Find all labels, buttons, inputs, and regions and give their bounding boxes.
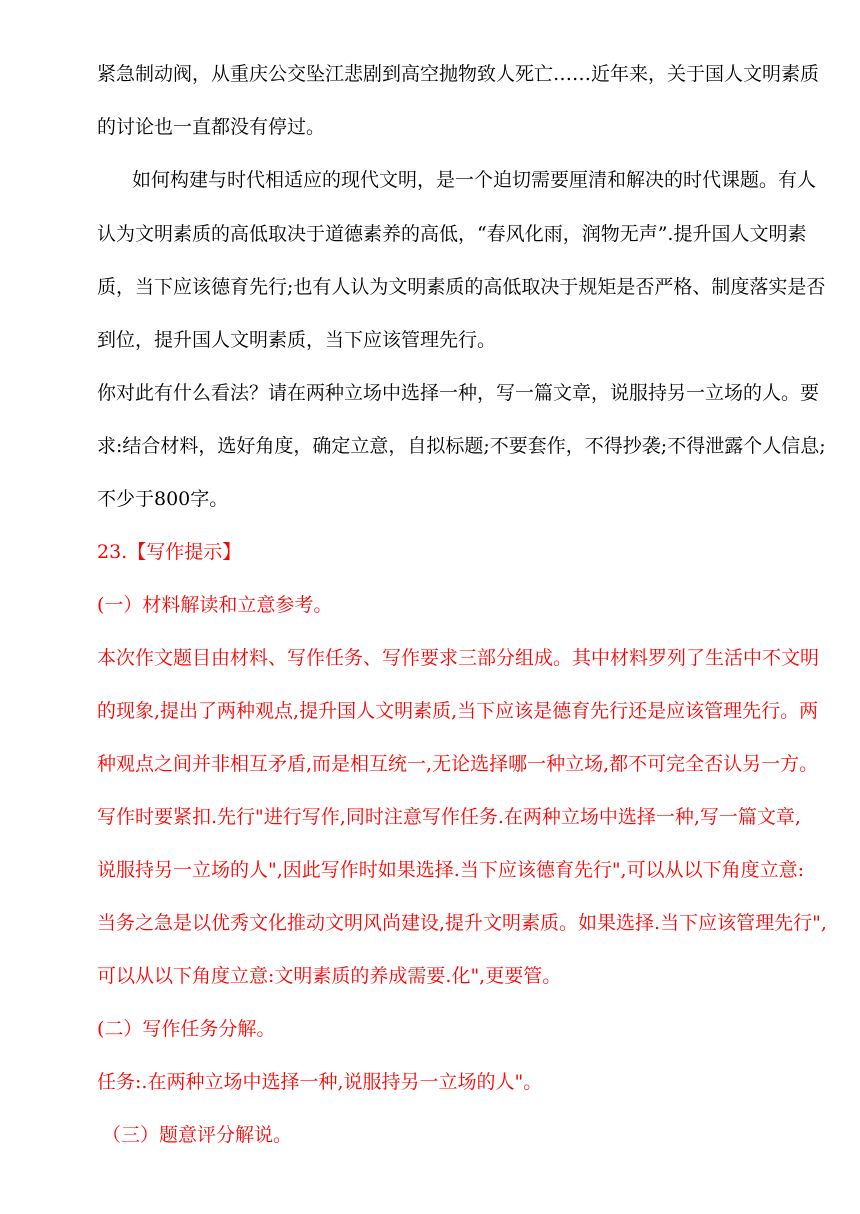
section1-line-5: 说服持另一立场的人",因此写作时如果选择.当下应该德育先行",可以从以下角度立意: (97, 859, 805, 881)
section1-line-2: 的现象,提出了两种观点,提升国人文明素质,当下应该是德育先行还是应该管理先行。两 (97, 700, 819, 722)
material-p2-line-4: 到位，提升国人文明素质，当下应该管理先行。 (97, 329, 497, 351)
hint-heading: 23.【写作提示】 (97, 541, 242, 563)
writing-task-line-1: 你对此有什么看法？请在两种立场中选择一种，写一篇文章，说服持另一立场的人。要 (97, 382, 820, 404)
material-p1-line-1: 紧急制动阀，从重庆公交坠江悲剧到高空抛物致人死亡……近年来，关于国人文明素质 (97, 63, 820, 85)
section2-title: (二）写作任务分解。 (97, 1018, 276, 1040)
section1-line-3: 种观点之间并非相互矛盾,而是相互统一,无论选择哪一种立场,都不可完全否认另一方。 (97, 753, 819, 775)
writing-task-line-2: 求:结合材料，选好角度，确定立意，自拟标题;不要套作，不得抄袭;不得泄露个人信息; (97, 435, 826, 457)
material-p2-line-2: 认为文明素质的高低取决于道德素养的高低，“春风化雨，润物无声”.提升国人文明素 (97, 223, 807, 245)
material-p2-line-3: 质，当下应该德育先行;也有人认为文明素质的高低取决于规矩是否严格、制度落实是否 (97, 276, 826, 298)
section1-line-1: 本次作文题目由材料、写作任务、写作要求三部分组成。其中材料罗列了生活中不文明 (97, 647, 820, 669)
section1-title: (一）材料解读和立意参考。 (97, 594, 333, 616)
section1-line-4: 写作时要紧扣.先行"进行写作,同时注意写作任务.在两种立场中选择一种,写一篇文章, (97, 806, 801, 828)
material-p2-line-1: 如何构建与时代相适应的现代文明，是一个迫切需要厘清和解决的时代课题。有人 (132, 169, 817, 191)
section3-title: （三）题意评分解说。 (102, 1124, 293, 1146)
section2-line-1: 任务:.在两种立场中选择一种,说服持另一立场的人"。 (97, 1071, 543, 1093)
writing-task-line-3: 不少于800字。 (97, 488, 229, 510)
section1-line-7: 可以从以下角度立意:文明素质的养成需要.化",更要管。 (97, 965, 562, 987)
material-p1-line-2: 的讨论也一直都没有停过。 (97, 116, 326, 138)
section1-line-6: 当务之急是以优秀文化推动文明风尚建设,提升文明素质。如果选择.当下应该管理先行", (97, 912, 827, 934)
